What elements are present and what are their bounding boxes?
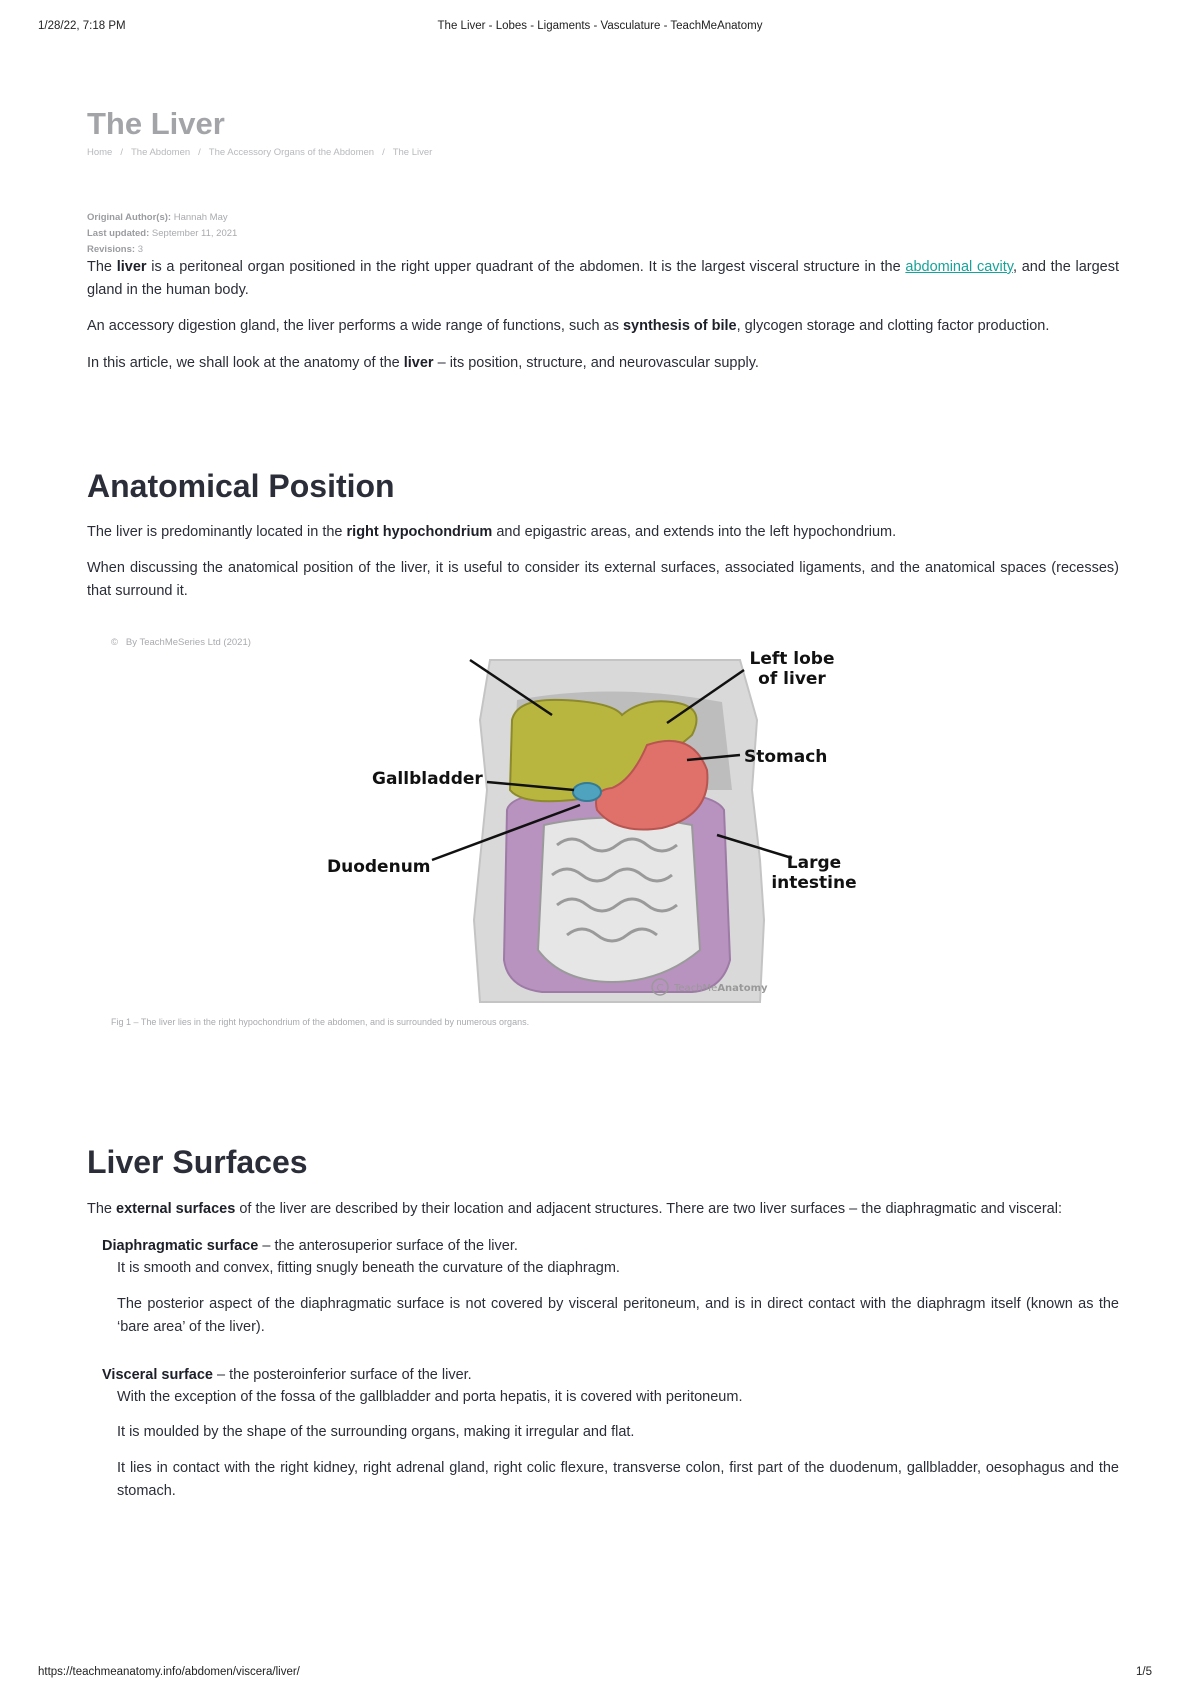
breadcrumb-separator: / [382,147,385,158]
print-timestamp: 1/28/22, 7:18 PM [38,20,126,32]
diaphragmatic-detail-2: The posterior aspect of the diaphragmatic surface is not covered by visceral peritoneum, and is in direct contact with the diaphragm itself (known as the ‘bare area’ of the liver). [117,1296,1119,1335]
updated-date: September 11, 2021 [151,228,238,239]
print-document-title: The Liver - Lobes - Ligaments - Vasculature - TeachMeAnatomy [437,20,763,32]
print-url: https://teachmeanatomy.info/abdomen/viscera/liver/ [38,1666,300,1678]
visceral-surface-item: Visceral surface – the posteroinferior surface of the liver. [102,1367,472,1383]
revisions-count[interactable]: 3 [137,244,143,255]
label-gallbladder: Gallbladder [372,769,483,789]
figure-caption: Fig 1 – The liver lies in the right hypochondrium of the abdomen, and is surrounded by numerous organs. [111,1017,530,1027]
abdominal-cavity-link[interactable]: abdominal cavity [905,259,1013,275]
surfaces-intro: The external surfaces of the liver are described by their location and adjacent structures. There are two liver surfaces – the diaphragmatic and visceral: [87,1201,1062,1217]
breadcrumb-accessory-organs[interactable]: The Accessory Organs of the Abdomen [208,147,375,158]
breadcrumb-home[interactable]: Home [87,147,113,158]
label-left-lobe-2: of liver [758,669,826,689]
watermark-text: TeachMeAnatomy [674,983,768,994]
article-meta [87,210,237,258]
heading-anatomical-position: Anatomical Position [87,468,395,504]
author-name[interactable]: Hannah May [173,212,228,223]
image-credit: © By TeachMeSeries Ltd (2021) [111,637,251,648]
page-title: The Liver [87,106,225,141]
intro-paragraph-3: In this article, we shall look at the anatomy of the liver – its position, structure, and neurovascular supply. [87,355,759,371]
breadcrumb-abdomen[interactable]: The Abdomen [130,147,191,158]
print-header [38,20,1162,36]
updated-label: Last updated: [87,228,150,239]
heading-liver-surfaces: Liver Surfaces [87,1144,308,1180]
intro-paragraph-2: An accessory digestion gland, the liver performs a wide range of functions, such as synthesis of bile, glycogen storage and clotting factor production. [87,318,1050,334]
label-large-intestine: Large [786,853,842,873]
label-duodenum: Duodenum [327,857,431,877]
print-footer [38,1666,1162,1682]
label-large-intestine-2: intestine [771,873,857,893]
author-label: Original Author(s): [87,212,172,223]
revisions-label: Revisions: [87,244,136,255]
position-paragraph-1: The liver is predominantly located in the right hypochondrium and epigastric areas, and extends into the left hypochondrium. [87,524,897,540]
breadcrumb-separator: / [198,147,201,158]
label-stomach: Stomach [744,747,828,767]
svg-text:C: C [656,983,664,994]
liver-position-figure [312,649,892,1002]
intro-paragraph-1: The liver is a peritoneal organ positioned in the right upper quadrant of the abdomen. It is the largest visceral structure in the abdominal cavity, and the largest gland in the human body. [87,259,1119,298]
breadcrumb [87,147,432,158]
visceral-detail-3: It lies in contact with the right kidney, right adrenal gland, right colic flexure, transverse colon, first part of the duodenum, gallbladder, oesophagus and the stomach. [117,1460,1119,1499]
visceral-detail-1: With the exception of the fossa of the gallbladder and porta hepatis, it is covered with peritoneum. [117,1389,743,1405]
label-left-lobe: Left lobe [749,649,835,669]
breadcrumb-separator: / [120,147,123,158]
diaphragmatic-detail-1: It is smooth and convex, fitting snugly beneath the curvature of the diaphragm. [117,1260,620,1276]
gallbladder-shape [573,783,601,801]
diaphragmatic-surface-item: Diaphragmatic surface – the anterosuperior surface of the liver. [102,1238,518,1254]
page-number: 1/5 [1136,1666,1152,1678]
visceral-detail-2: It is moulded by the shape of the surrounding organs, making it irregular and flat. [117,1424,635,1440]
copyright-icon: © [111,637,118,648]
position-paragraph-2: When discussing the anatomical position of the liver, it is useful to consider its external surfaces, associated ligaments, and the anatomical spaces (recesses) that surround it. [87,560,1119,599]
breadcrumb-current: The Liver [392,147,433,158]
